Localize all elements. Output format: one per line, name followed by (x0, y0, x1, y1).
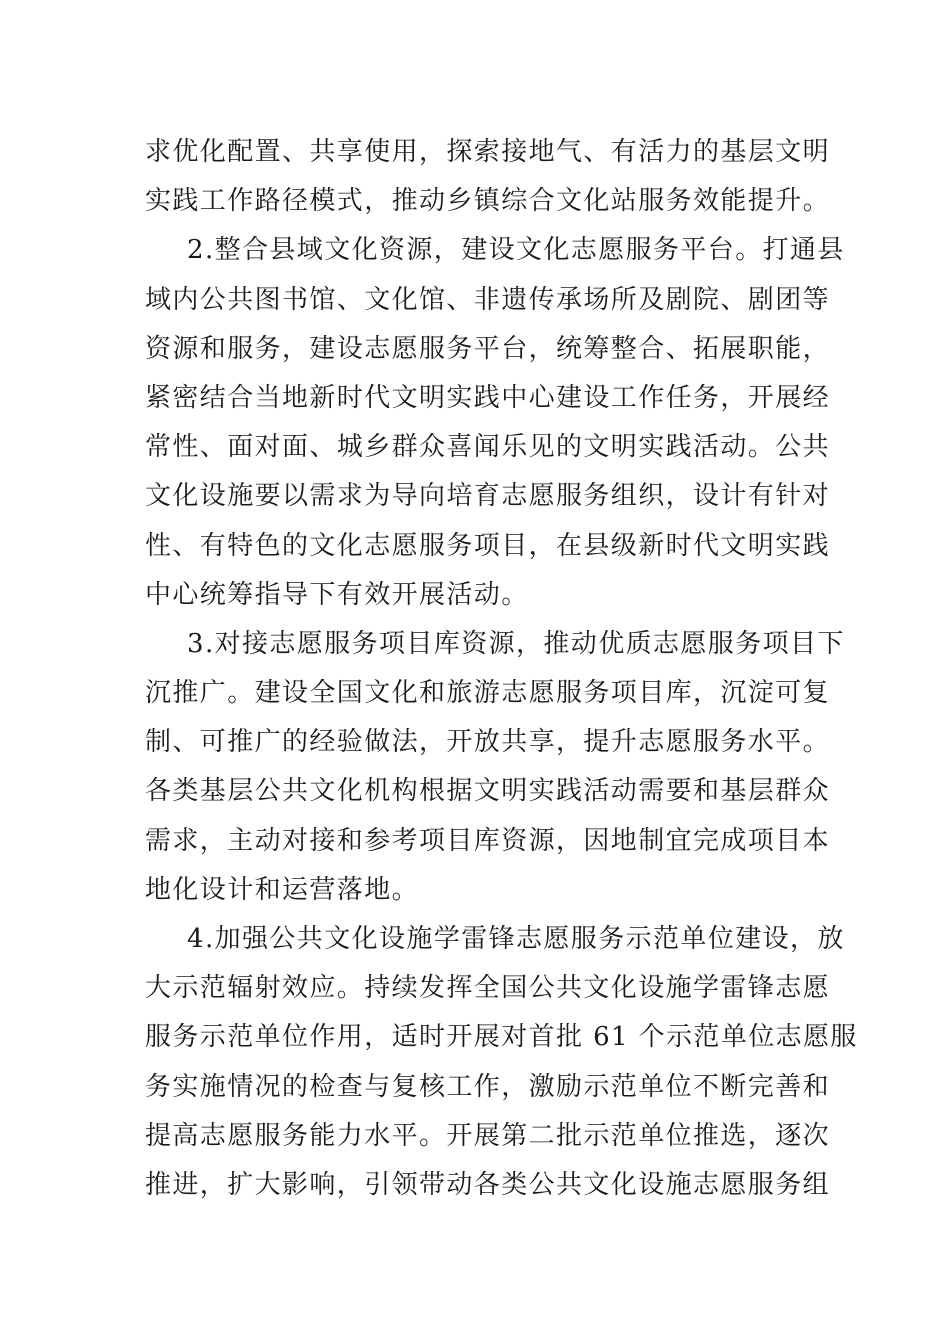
text-line: 务实施情况的检查与复核工作，激励示范单位不断完善和 (145, 1071, 831, 1102)
paragraph-start-line: 4.加强公共文化设施学雷锋志愿服务示范单位建设，放 (187, 924, 845, 954)
text-line: 大示范辐射效应。持续发挥全国公共文化设施学雷锋志愿 (145, 973, 831, 1004)
paragraph-start-line: 2.整合县域文化资源，建设文化志愿服务平台。打通县 (187, 235, 845, 266)
text-line: 性、有特色的文化志愿服务项目，在县级新时代文明实践 (145, 530, 831, 561)
text-line: 常性、面对面、城乡群众喜闻乐见的文明实践活动。公共 (145, 432, 831, 463)
text-line: 服务示范单位作用，适时开展对首批 61 个示范单位志愿服 (145, 1022, 858, 1053)
text-line: 提高志愿服务能力水平。开展第二批示范单位推选，逐次 (145, 1120, 831, 1151)
text-line: 域内公共图书馆、文化馆、非遗传承场所及剧院、剧团等 (145, 284, 831, 315)
text-line: 各类基层公共文化机构根据文明实践活动需要和基层群众 (145, 776, 831, 807)
text-line: 资源和服务，建设志愿服务平台，统筹整合、拓展职能， (145, 333, 831, 364)
paragraph-start-line: 3.对接志愿服务项目库资源，推动优质志愿服务项目下 (187, 628, 845, 659)
text-line: 制、可推广的经验做法，开放共享，提升志愿服务水平。 (145, 727, 831, 758)
text-line: 紧密结合当地新时代文明实践中心建设工作任务，开展经 (145, 382, 831, 413)
document-body (145, 128, 858, 1210)
text-line: 文化设施要以需求为导向培育志愿服务组织，设计有针对 (145, 481, 831, 512)
text-line: 推进，扩大影响，引领带动各类公共文化设施志愿服务组 (145, 1169, 831, 1200)
text-line: 中心统筹指导下有效开展活动。 (145, 579, 529, 610)
text-line: 地化设计和运营落地。 (145, 874, 420, 905)
text-line: 需求，主动对接和参考项目库资源，因地制宜完成项目本 (145, 825, 831, 856)
text-line: 实践工作路径模式，推动乡镇综合文化站服务效能提升。 (145, 186, 831, 217)
text-line: 求优化配置、共享使用，探索接地气、有活力的基层文明 (145, 137, 831, 167)
text-line: 沉推广。建设全国文化和旅游志愿服务项目库，沉淀可复 (145, 678, 831, 709)
